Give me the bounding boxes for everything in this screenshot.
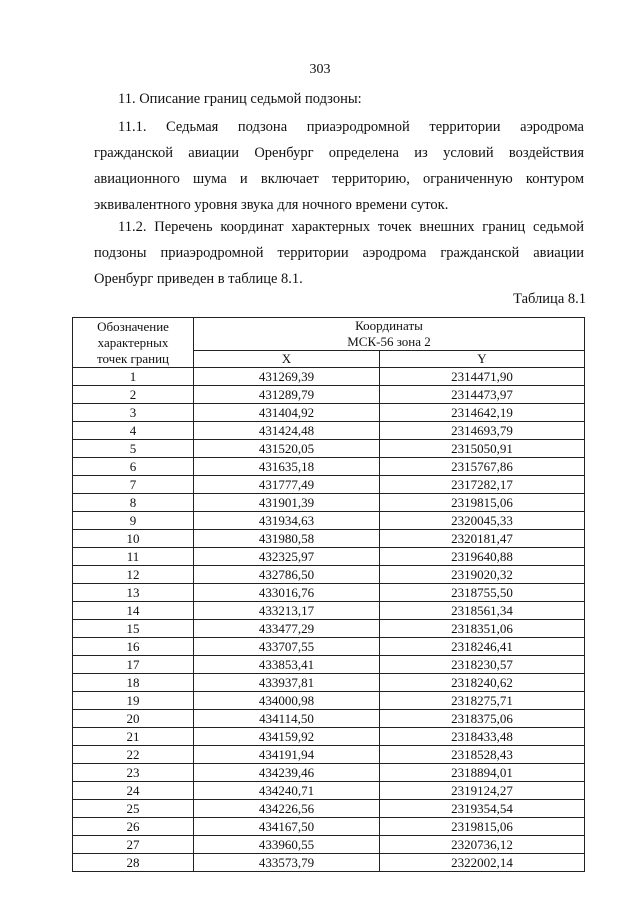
- point-number-cell: 19: [73, 692, 194, 710]
- x-coordinate-cell: 434000,98: [194, 692, 380, 710]
- point-number-cell: 20: [73, 710, 194, 728]
- table-row: [73, 656, 585, 674]
- x-coordinate-cell: 431980,58: [194, 530, 380, 548]
- y-coordinate-cell: 2318528,43: [380, 746, 585, 764]
- point-number-cell: 9: [73, 512, 194, 530]
- table-row: [73, 674, 585, 692]
- x-coordinate-cell: 434191,94: [194, 746, 380, 764]
- x-coordinate-cell: 432325,97: [194, 548, 380, 566]
- x-coordinate-cell: 433477,29: [194, 620, 380, 638]
- point-number-cell: 8: [73, 494, 194, 512]
- x-coordinate-cell: 433853,41: [194, 656, 380, 674]
- y-coordinate-cell: 2318230,57: [380, 656, 585, 674]
- y-coordinate-cell: 2318351,06: [380, 620, 585, 638]
- y-coordinate-cell: 2319815,06: [380, 494, 585, 512]
- header-coordinates-line: Координаты: [355, 318, 423, 333]
- x-coordinate-cell: 433960,55: [194, 836, 380, 854]
- y-coordinate-cell: 2314471,90: [380, 368, 585, 386]
- x-coordinate-cell: 433937,81: [194, 674, 380, 692]
- point-number-cell: 15: [73, 620, 194, 638]
- point-number-cell: 22: [73, 746, 194, 764]
- header-designation-line: характерных: [97, 335, 169, 350]
- x-coordinate-cell: 432786,50: [194, 566, 380, 584]
- y-coordinate-cell: 2320736,12: [380, 836, 585, 854]
- y-coordinate-cell: 2315050,91: [380, 440, 585, 458]
- x-coordinate-cell: 434159,92: [194, 728, 380, 746]
- table-row: [73, 602, 585, 620]
- y-coordinate-cell: 2319815,06: [380, 818, 585, 836]
- point-number-cell: 25: [73, 800, 194, 818]
- y-coordinate-cell: 2318894,01: [380, 764, 585, 782]
- table-row: [73, 512, 585, 530]
- x-coordinate-cell: 433573,79: [194, 854, 380, 872]
- header-y: Y: [380, 351, 585, 368]
- point-number-cell: 24: [73, 782, 194, 800]
- table-body: [73, 368, 585, 872]
- point-number-cell: 5: [73, 440, 194, 458]
- x-coordinate-cell: 434226,56: [194, 800, 380, 818]
- x-coordinate-cell: 431269,39: [194, 368, 380, 386]
- paragraph-11-2-text: 11.2. Перечень координат характерных точек внешних границ седьмой подзоны приаэродромной территории аэродрома гражданской авиации Оренбург приведен в таблице 8.1.: [94, 219, 584, 287]
- point-number-cell: 21: [73, 728, 194, 746]
- point-number-cell: 16: [73, 638, 194, 656]
- y-coordinate-cell: 2318240,62: [380, 674, 585, 692]
- table-row: [73, 476, 585, 494]
- x-coordinate-cell: 431404,92: [194, 404, 380, 422]
- coordinates-table: [72, 317, 585, 872]
- table-row: [73, 836, 585, 854]
- y-coordinate-cell: 2318433,48: [380, 728, 585, 746]
- y-coordinate-cell: 2318275,71: [380, 692, 585, 710]
- header-designation-line: точек границ: [96, 351, 170, 366]
- table-row: [73, 746, 585, 764]
- paragraph-11-2: [94, 214, 584, 292]
- section-heading: 11. Описание границ седьмой подзоны:: [118, 91, 362, 107]
- x-coordinate-cell: 431289,79: [194, 386, 380, 404]
- header-designation-line: Обозначение: [97, 319, 169, 334]
- x-coordinate-cell: 431934,63: [194, 512, 380, 530]
- x-coordinate-cell: 431424,48: [194, 422, 380, 440]
- x-coordinate-cell: 431777,49: [194, 476, 380, 494]
- header-coordinates-line: МСК-56 зона 2: [347, 334, 431, 349]
- point-number-cell: 18: [73, 674, 194, 692]
- table-row: [73, 782, 585, 800]
- x-coordinate-cell: 431901,39: [194, 494, 380, 512]
- x-coordinate-cell: 434167,50: [194, 818, 380, 836]
- point-number-cell: 11: [73, 548, 194, 566]
- table-row: [73, 386, 585, 404]
- table-row: [73, 548, 585, 566]
- point-number-cell: 1: [73, 368, 194, 386]
- x-coordinate-cell: 431520,05: [194, 440, 380, 458]
- point-number-cell: 27: [73, 836, 194, 854]
- table-row: [73, 620, 585, 638]
- table-row: [73, 818, 585, 836]
- point-number-cell: 10: [73, 530, 194, 548]
- y-coordinate-cell: 2314693,79: [380, 422, 585, 440]
- point-number-cell: 7: [73, 476, 194, 494]
- paragraph-11-1-text: 11.1. Седьмая подзона приаэродромной территории аэродрома гражданской авиации Оренбург определена из условий воздействия авиационного шума и включает территорию, ограниченную контуром эквивалентного уровня звука для ночного времени суток.: [94, 119, 584, 213]
- y-coordinate-cell: 2315767,86: [380, 458, 585, 476]
- x-coordinate-cell: 433213,17: [194, 602, 380, 620]
- y-coordinate-cell: 2319020,32: [380, 566, 585, 584]
- x-coordinate-cell: 434240,71: [194, 782, 380, 800]
- y-coordinate-cell: 2318561,34: [380, 602, 585, 620]
- y-coordinate-cell: 2319354,54: [380, 800, 585, 818]
- table-row: [73, 584, 585, 602]
- table-row: [73, 404, 585, 422]
- table-row: [73, 728, 585, 746]
- y-coordinate-cell: 2320045,33: [380, 512, 585, 530]
- page-number: 303: [309, 62, 331, 77]
- x-coordinate-cell: 431635,18: [194, 458, 380, 476]
- point-number-cell: 6: [73, 458, 194, 476]
- y-coordinate-cell: 2314642,19: [380, 404, 585, 422]
- header-coordinates: [194, 318, 585, 351]
- table-caption: Таблица 8.1: [513, 291, 586, 307]
- table-row: [73, 692, 585, 710]
- table-row: [73, 764, 585, 782]
- y-coordinate-cell: 2317282,17: [380, 476, 585, 494]
- header-designation: [73, 318, 194, 368]
- table-row: [73, 800, 585, 818]
- table-row: [73, 566, 585, 584]
- y-coordinate-cell: 2319124,27: [380, 782, 585, 800]
- table-row: [73, 368, 585, 386]
- table-row: [73, 494, 585, 512]
- y-coordinate-cell: 2318375,06: [380, 710, 585, 728]
- table-row: [73, 458, 585, 476]
- y-coordinate-cell: 2319640,88: [380, 548, 585, 566]
- y-coordinate-cell: 2318755,50: [380, 584, 585, 602]
- x-coordinate-cell: 433016,76: [194, 584, 380, 602]
- table-row: [73, 854, 585, 872]
- paragraph-11-1: [94, 114, 584, 218]
- point-number-cell: 28: [73, 854, 194, 872]
- point-number-cell: 12: [73, 566, 194, 584]
- point-number-cell: 2: [73, 386, 194, 404]
- table-row: [73, 710, 585, 728]
- point-number-cell: 14: [73, 602, 194, 620]
- y-coordinate-cell: 2314473,97: [380, 386, 585, 404]
- header-x: X: [194, 351, 380, 368]
- point-number-cell: 13: [73, 584, 194, 602]
- point-number-cell: 17: [73, 656, 194, 674]
- y-coordinate-cell: 2318246,41: [380, 638, 585, 656]
- y-coordinate-cell: 2322002,14: [380, 854, 585, 872]
- y-coordinate-cell: 2320181,47: [380, 530, 585, 548]
- table-row: [73, 638, 585, 656]
- x-coordinate-cell: 434114,50: [194, 710, 380, 728]
- point-number-cell: 4: [73, 422, 194, 440]
- table-row: [73, 422, 585, 440]
- point-number-cell: 26: [73, 818, 194, 836]
- point-number-cell: 3: [73, 404, 194, 422]
- x-coordinate-cell: 433707,55: [194, 638, 380, 656]
- x-coordinate-cell: 434239,46: [194, 764, 380, 782]
- table-row: [73, 530, 585, 548]
- point-number-cell: 23: [73, 764, 194, 782]
- table-row: [73, 440, 585, 458]
